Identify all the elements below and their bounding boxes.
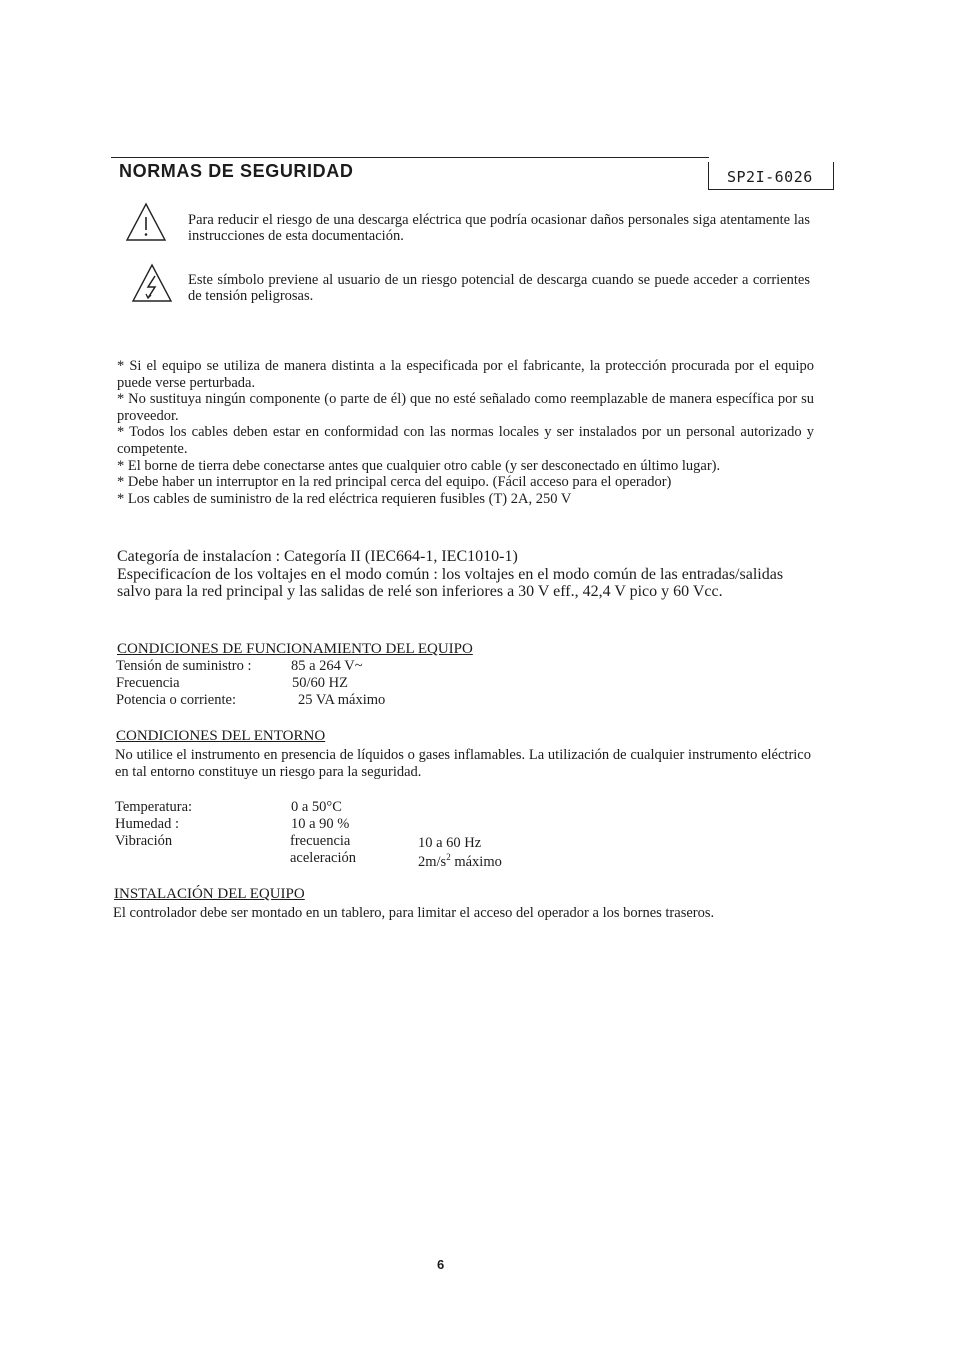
page-title: NORMAS DE SEGURIDAD [119, 161, 354, 181]
list-item: * Los cables de suministro de la red eléctrica requieren fusibles (T) 2A, 250 V [117, 490, 572, 507]
humidity-value: 10 a 90 % [291, 816, 350, 832]
vibration-acceleration-value: $2m/s^2$ máximo [418, 852, 502, 870]
list-item: * Si el equipo se utiliza de manera distinta a la especificada por el fabricante, la protección procurada por el equipo puede verse perturbada. [117, 358, 814, 391]
vibration-frequency-label: frecuencia [290, 833, 351, 849]
power-value: 25 VA máximo [298, 692, 386, 708]
operating-conditions-title: CONDICIONES DE FUNCIONAMIENTO DEL EQUIPO [117, 641, 473, 657]
power-label: Potencia o corriente: [116, 692, 236, 708]
list-item: * Debe haber un interruptor en la red principal cerca del equipo. (Fácil acceso para el operador) [117, 474, 672, 491]
common-mode-voltage-spec: Especificacíon de los voltajes en el modo común : los voltajes en el modo común de las entradas/salidas salvo para la red principal y las salidas de relé son inferiores a 30 V eff., 42,4 V pico y 60 Vcc. [117, 565, 784, 600]
list-item: * El borne de tierra debe conectarse antes que cualquier otro cable (y ser desconectado en último lugar). [117, 457, 721, 474]
category-line: Categoría de instalacíon : Categoría II (IEC664-1, IEC1010-1) [117, 548, 518, 565]
safety-bullet-list [117, 358, 814, 507]
electric-shock-triangle-icon [131, 262, 175, 304]
warning-text-2: Este símbolo previene al usuario de un riesgo potencial de descarga cuando se puede acceder a corrientes de tensión peligrosas. [188, 272, 810, 304]
vibration-label: Vibración [115, 833, 173, 849]
frequency-label: Frecuencia [116, 675, 180, 691]
vibration-acceleration-label: aceleración [290, 850, 357, 866]
temperature-label: Temperatura: [115, 799, 193, 815]
humidity-label: Humedad : [115, 816, 180, 832]
list-item: * Todos los cables deben estar en conformidad con las normas locales y ser instalados por un personal autorizado y competente. [117, 424, 814, 457]
environment-title: CONDICIONES DEL ENTORNO [116, 728, 326, 744]
list-item: * No sustituya ningún componente (o parte de él) que no esté señalado como reemplazable de manera específica por su proveedor. [117, 391, 814, 424]
environment-text: No utilice el instrumento en presencia de líquidos o gases inflamables. La utilización de cualquier instrumento eléctrico en tal entorno constituye un riesgo para la seguridad. [115, 747, 811, 780]
installation-text: El controlador debe ser montado en un tablero, para limitar el acceso del operador a los bornes traseros. [113, 905, 715, 921]
warning-text-1: Para reducir el riesgo de una descarga eléctrica que podría ocasionar daños personales siga atentamente las instrucciones de esta documentación. [188, 212, 810, 244]
supply-voltage-label: Tensión de suministro : [116, 658, 252, 674]
supply-voltage-value: 85 a 264 V~ [291, 658, 363, 674]
page-number: 6 [437, 1257, 445, 1272]
installation-title: INSTALACIÓN DEL EQUIPO [114, 886, 305, 902]
temperature-value: 0 a 50°C [291, 799, 342, 815]
doc-code: SP2I-6026 [727, 168, 813, 186]
caution-triangle-icon [124, 201, 168, 243]
header-rule [111, 157, 709, 158]
frequency-value: 50/60 HZ [292, 675, 348, 691]
vibration-frequency-value: 10 a 60 Hz [418, 835, 482, 851]
installation-category [117, 548, 817, 601]
